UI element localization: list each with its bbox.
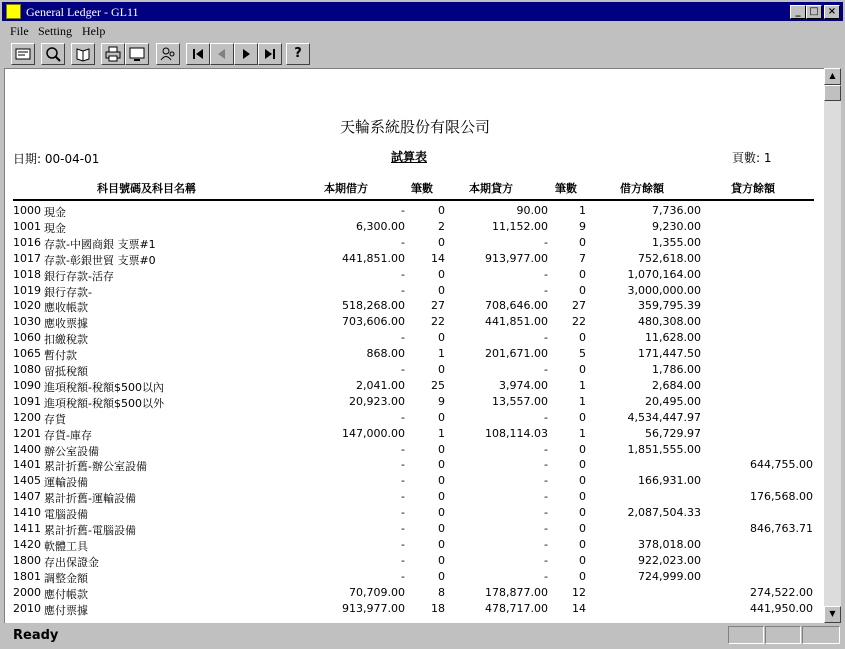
table-row <box>5 506 824 522</box>
debit-count: 14 <box>431 251 445 265</box>
credit-amount: - <box>544 522 548 535</box>
debit-amount: - <box>401 442 405 456</box>
debit-balance: 7,736.00 <box>652 204 701 217</box>
credit-count: 1 <box>579 394 586 408</box>
table-row <box>5 347 824 363</box>
account-name: 調整金額 <box>44 571 88 585</box>
account-code: 1001 <box>13 219 41 233</box>
debit-amount: - <box>401 267 405 281</box>
account-name: 進項稅額-稅額$500以內 <box>44 380 164 394</box>
account-code: 1030 <box>13 315 41 329</box>
debit-balance: 4,534,447.97 <box>627 410 701 424</box>
account-code: 1405 <box>13 474 41 488</box>
table-row <box>5 395 824 411</box>
status-panel <box>728 626 764 644</box>
debit-count: 0 <box>438 474 445 488</box>
credit-count: 1 <box>579 204 586 217</box>
preview-button[interactable] <box>125 43 149 65</box>
debit-amount: 441,851.00 <box>342 251 405 265</box>
credit-amount: - <box>544 458 548 472</box>
account-name: 軟體工具 <box>44 539 88 553</box>
debit-balance: 724,999.00 <box>638 569 701 583</box>
debit-count: 1 <box>438 347 445 361</box>
col-header-credit-count: 筆數 <box>555 182 577 195</box>
debit-balance: 480,308.00 <box>638 315 701 329</box>
account-name: 辦公室設備 <box>44 444 99 458</box>
debit-amount: - <box>401 458 405 472</box>
debit-amount: 20,923.00 <box>349 394 405 408</box>
account-name: 累計折舊-電腦設備 <box>44 524 136 537</box>
debit-count: 0 <box>438 553 445 567</box>
credit-balance: 846,763.71 <box>750 522 813 535</box>
account-name: 銀行存款-活存 <box>44 269 114 283</box>
account-name: 扣繳稅款 <box>44 333 88 347</box>
status-panel <box>802 626 840 644</box>
col-header-debit: 本期借方 <box>324 182 368 195</box>
title-bar <box>2 2 843 21</box>
debit-balance: 378,018.00 <box>638 537 701 551</box>
account-name: 電腦設備 <box>44 508 88 522</box>
account-name: 暫付款 <box>44 349 77 363</box>
credit-balance: 176,568.00 <box>750 490 813 504</box>
debit-balance: 1,851,555.00 <box>627 442 701 456</box>
debit-count: 0 <box>438 442 445 456</box>
table-row <box>5 220 824 236</box>
account-name: 存款-彰銀世貿 支票#0 <box>44 253 156 267</box>
debit-balance: 9,230.00 <box>652 219 701 233</box>
debit-balance: 2,087,504.33 <box>627 506 701 520</box>
credit-count: 27 <box>572 299 586 313</box>
report-date <box>13 150 99 167</box>
debit-amount: 518,268.00 <box>342 299 405 313</box>
col-header-credit-balance: 貸方餘額 <box>731 182 775 195</box>
col-header-credit: 本期貸方 <box>469 182 513 195</box>
credit-amount: - <box>544 569 548 583</box>
table-row <box>5 490 824 506</box>
debit-amount: 70,709.00 <box>349 585 405 599</box>
search-icon <box>45 46 61 62</box>
credit-amount: 441,851.00 <box>485 315 548 329</box>
table-row <box>5 522 824 538</box>
report-icon <box>15 47 31 61</box>
credit-amount: 178,877.00 <box>485 585 548 599</box>
debit-amount: - <box>401 474 405 488</box>
debit-count: 0 <box>438 204 445 217</box>
credit-count: 0 <box>579 442 586 456</box>
first-page-icon <box>191 47 205 61</box>
credit-count: 0 <box>579 283 586 297</box>
table-row <box>5 570 824 586</box>
account-name: 應收帳款 <box>44 301 88 315</box>
credit-amount: 913,977.00 <box>485 251 548 265</box>
table-row <box>5 411 824 427</box>
scroll-up-button[interactable]: ▲ <box>824 68 841 85</box>
account-code: 1400 <box>13 442 41 456</box>
account-name: 存貨 <box>44 412 66 426</box>
credit-amount: - <box>544 363 548 376</box>
credit-count: 0 <box>579 522 586 535</box>
debit-amount: - <box>401 283 405 297</box>
debit-count: 8 <box>438 585 445 599</box>
table-row <box>5 443 824 459</box>
debit-balance: 56,729.97 <box>645 426 701 440</box>
debit-balance: 1,070,164.00 <box>627 267 701 281</box>
credit-amount: 3,974.00 <box>499 378 548 392</box>
credit-balance: 274,522.00 <box>750 585 813 599</box>
credit-count: 0 <box>579 363 586 376</box>
debit-count: 0 <box>438 537 445 551</box>
account-code: 1019 <box>13 283 41 297</box>
menu-bar <box>2 22 843 40</box>
search-button[interactable] <box>41 43 65 65</box>
debit-count: 0 <box>438 522 445 535</box>
col-header-account: 科目號碼及科目名稱 <box>97 182 196 195</box>
account-name: 累計折舊-辦公室設備 <box>44 460 147 474</box>
credit-amount: - <box>544 442 548 456</box>
book-button[interactable] <box>71 43 95 65</box>
debit-amount: - <box>401 235 405 249</box>
account-name: 運輸設備 <box>44 476 88 490</box>
account-name: 進項稅額-稅額$500以外 <box>44 396 164 410</box>
date-label: 日期: <box>13 152 42 166</box>
debit-amount: - <box>401 410 405 424</box>
credit-amount: 708,646.00 <box>485 299 548 313</box>
debit-count: 0 <box>438 283 445 297</box>
toolbar <box>2 41 843 67</box>
credit-count: 22 <box>572 315 586 329</box>
debit-balance: 166,931.00 <box>638 474 701 488</box>
printer-icon <box>105 46 121 62</box>
debit-amount: 868.00 <box>366 347 405 361</box>
debit-count: 0 <box>438 458 445 472</box>
debit-count: 0 <box>438 235 445 249</box>
credit-amount: - <box>544 410 548 424</box>
account-name: 現金 <box>44 221 66 235</box>
help-icon: ? <box>294 46 302 61</box>
debit-count: 27 <box>431 299 445 313</box>
debit-amount: - <box>401 522 405 535</box>
account-name: 留抵稅額 <box>44 365 88 378</box>
credit-count: 5 <box>579 347 586 361</box>
account-name: 應付帳款 <box>44 587 88 601</box>
monitor-icon <box>129 46 145 62</box>
table-row <box>5 315 824 331</box>
account-code: 2010 <box>13 601 41 615</box>
debit-count: 25 <box>431 378 445 392</box>
date-value: 00-04-01 <box>44 152 100 166</box>
table-row <box>5 474 824 490</box>
prev-page-button[interactable] <box>210 43 234 65</box>
page-value: 1 <box>763 151 772 165</box>
debit-amount: - <box>401 490 405 504</box>
help-button[interactable] <box>286 43 310 65</box>
debit-amount: 913,977.00 <box>342 601 405 615</box>
table-row <box>5 331 824 347</box>
debit-count: 0 <box>438 490 445 504</box>
account-code: 2000 <box>13 585 41 599</box>
status-bar <box>2 624 843 647</box>
credit-count: 12 <box>572 585 586 599</box>
debit-balance: 171,447.50 <box>638 347 701 361</box>
table-row <box>5 204 824 220</box>
table-row <box>5 299 824 315</box>
vertical-scrollbar[interactable] <box>824 68 841 623</box>
debit-balance: 3,000,000.00 <box>627 283 701 297</box>
account-code: 1060 <box>13 331 41 345</box>
first-page-button[interactable] <box>186 43 210 65</box>
debit-balance: 752,618.00 <box>638 251 701 265</box>
debit-count: 0 <box>438 267 445 281</box>
credit-count: 1 <box>579 426 586 440</box>
report-button[interactable] <box>11 43 35 65</box>
account-code: 1201 <box>13 426 41 440</box>
user-search-button[interactable] <box>156 43 180 65</box>
credit-count: 0 <box>579 474 586 488</box>
window-title: General Ledger - GL11 <box>26 5 139 19</box>
table-row <box>5 458 824 474</box>
table-row <box>5 236 824 252</box>
debit-amount: 147,000.00 <box>342 426 405 440</box>
debit-amount: 2,041.00 <box>356 378 405 392</box>
debit-amount: - <box>401 363 405 376</box>
company-name: 天輪系統股份有限公司 <box>339 118 490 136</box>
debit-amount: - <box>401 537 405 551</box>
menu-file[interactable]: File <box>10 24 29 38</box>
table-row <box>5 284 824 300</box>
account-code: 1420 <box>13 537 41 551</box>
debit-amount: - <box>401 553 405 567</box>
debit-count: 0 <box>438 569 445 583</box>
account-name: 應付票據 <box>44 603 88 617</box>
credit-balance: 644,755.00 <box>750 458 813 472</box>
scroll-thumb[interactable] <box>824 85 841 101</box>
credit-amount: 13,557.00 <box>492 394 548 408</box>
minimize-button[interactable]: _ <box>790 5 806 19</box>
account-code: 1411 <box>13 522 41 535</box>
credit-count: 0 <box>579 235 586 249</box>
debit-amount: - <box>401 331 405 345</box>
account-code: 1016 <box>13 235 41 249</box>
debit-balance: 11,628.00 <box>645 331 701 345</box>
account-name: 現金 <box>44 206 66 219</box>
account-code: 1090 <box>13 378 41 392</box>
table-row <box>5 379 824 395</box>
book-icon <box>75 46 91 62</box>
maximize-button[interactable]: □ <box>806 5 822 19</box>
prev-page-icon <box>215 47 229 61</box>
debit-count: 22 <box>431 315 445 329</box>
close-button[interactable]: × <box>824 5 840 19</box>
table-row <box>5 268 824 284</box>
app-icon <box>6 4 21 19</box>
col-header-debit-count: 筆數 <box>411 182 433 195</box>
credit-count: 0 <box>579 458 586 472</box>
account-name: 存款-中國商銀 支票#1 <box>44 237 156 251</box>
next-page-button[interactable] <box>234 43 258 65</box>
credit-count: 1 <box>579 378 586 392</box>
account-name: 存貨-庫存 <box>44 428 92 442</box>
credit-count: 0 <box>579 537 586 551</box>
scroll-down-button[interactable]: ▼ <box>824 606 841 623</box>
credit-amount: 108,114.03 <box>485 426 548 440</box>
debit-count: 9 <box>438 394 445 408</box>
credit-count: 0 <box>579 506 586 520</box>
account-code: 1017 <box>13 251 41 265</box>
debit-count: 0 <box>438 331 445 345</box>
account-name: 累計折舊-運輸設備 <box>44 492 136 506</box>
table-row <box>5 252 824 268</box>
report-view[interactable] <box>4 68 824 623</box>
account-code: 1065 <box>13 347 41 361</box>
table-row <box>5 363 824 379</box>
menu-help[interactable]: Help <box>82 24 106 38</box>
account-code: 1020 <box>13 299 41 313</box>
debit-balance: 359,795.39 <box>638 299 701 313</box>
credit-count: 7 <box>579 251 586 265</box>
account-name: 銀行存款- <box>44 285 92 299</box>
last-page-icon <box>263 47 277 61</box>
table-row <box>5 602 824 618</box>
credit-count: 0 <box>579 267 586 281</box>
debit-amount: - <box>401 204 405 217</box>
credit-amount: 90.00 <box>516 204 548 217</box>
debit-count: 0 <box>438 363 445 376</box>
credit-amount: 478,717.00 <box>485 601 548 615</box>
credit-amount: - <box>544 331 548 345</box>
last-page-button[interactable] <box>258 43 282 65</box>
credit-amount: - <box>544 235 548 249</box>
account-code: 1000 <box>13 204 41 217</box>
user-search-icon <box>160 46 176 62</box>
debit-amount: - <box>401 506 405 520</box>
account-code: 1200 <box>13 410 41 424</box>
table-row <box>5 586 824 602</box>
header-rule <box>13 199 814 201</box>
debit-count: 0 <box>438 410 445 424</box>
debit-balance: 20,495.00 <box>645 394 701 408</box>
debit-count: 0 <box>438 506 445 520</box>
status-panel <box>765 626 801 644</box>
debit-balance: 922,023.00 <box>638 553 701 567</box>
page-label: 頁數: <box>732 151 761 165</box>
credit-count: 9 <box>579 219 586 233</box>
account-code: 1018 <box>13 267 41 281</box>
credit-amount: - <box>544 474 548 488</box>
account-code: 1801 <box>13 569 41 583</box>
credit-amount: - <box>544 537 548 551</box>
credit-amount: 11,152.00 <box>492 219 548 233</box>
debit-count: 18 <box>431 601 445 615</box>
account-code: 1410 <box>13 506 41 520</box>
table-row <box>5 554 824 570</box>
debit-amount: - <box>401 569 405 583</box>
account-code: 1800 <box>13 553 41 567</box>
account-code: 1091 <box>13 394 41 408</box>
table-row <box>5 538 824 554</box>
debit-amount: 6,300.00 <box>356 219 405 233</box>
credit-count: 0 <box>579 490 586 504</box>
credit-count: 14 <box>572 601 586 615</box>
credit-amount: - <box>544 490 548 504</box>
menu-setting[interactable]: Setting <box>38 24 73 38</box>
debit-balance: 1,786.00 <box>652 363 701 376</box>
credit-amount: - <box>544 283 548 297</box>
credit-count: 0 <box>579 410 586 424</box>
report-title: 試算表 <box>391 150 428 164</box>
debit-count: 1 <box>438 426 445 440</box>
credit-count: 0 <box>579 553 586 567</box>
account-code: 1407 <box>13 490 41 504</box>
debit-balance: 2,684.00 <box>652 378 701 392</box>
next-page-icon <box>239 47 253 61</box>
debit-count: 2 <box>438 219 445 233</box>
credit-count: 0 <box>579 569 586 583</box>
account-code: 1080 <box>13 363 41 376</box>
page-number <box>732 149 772 166</box>
account-name: 應收票據 <box>44 317 88 331</box>
credit-amount: - <box>544 506 548 520</box>
table-row <box>5 427 824 443</box>
credit-amount: - <box>544 553 548 567</box>
debit-balance: 1,355.00 <box>652 235 701 249</box>
credit-amount: 201,671.00 <box>485 347 548 361</box>
credit-amount: - <box>544 267 548 281</box>
status-text: Ready <box>13 628 59 643</box>
debit-amount: 703,606.00 <box>342 315 405 329</box>
print-button[interactable] <box>101 43 125 65</box>
account-name: 存出保證金 <box>44 555 99 569</box>
col-header-debit-balance: 借方餘額 <box>620 182 664 195</box>
credit-count: 0 <box>579 331 586 345</box>
credit-balance: 441,950.00 <box>750 601 813 615</box>
account-code: 1401 <box>13 458 41 472</box>
